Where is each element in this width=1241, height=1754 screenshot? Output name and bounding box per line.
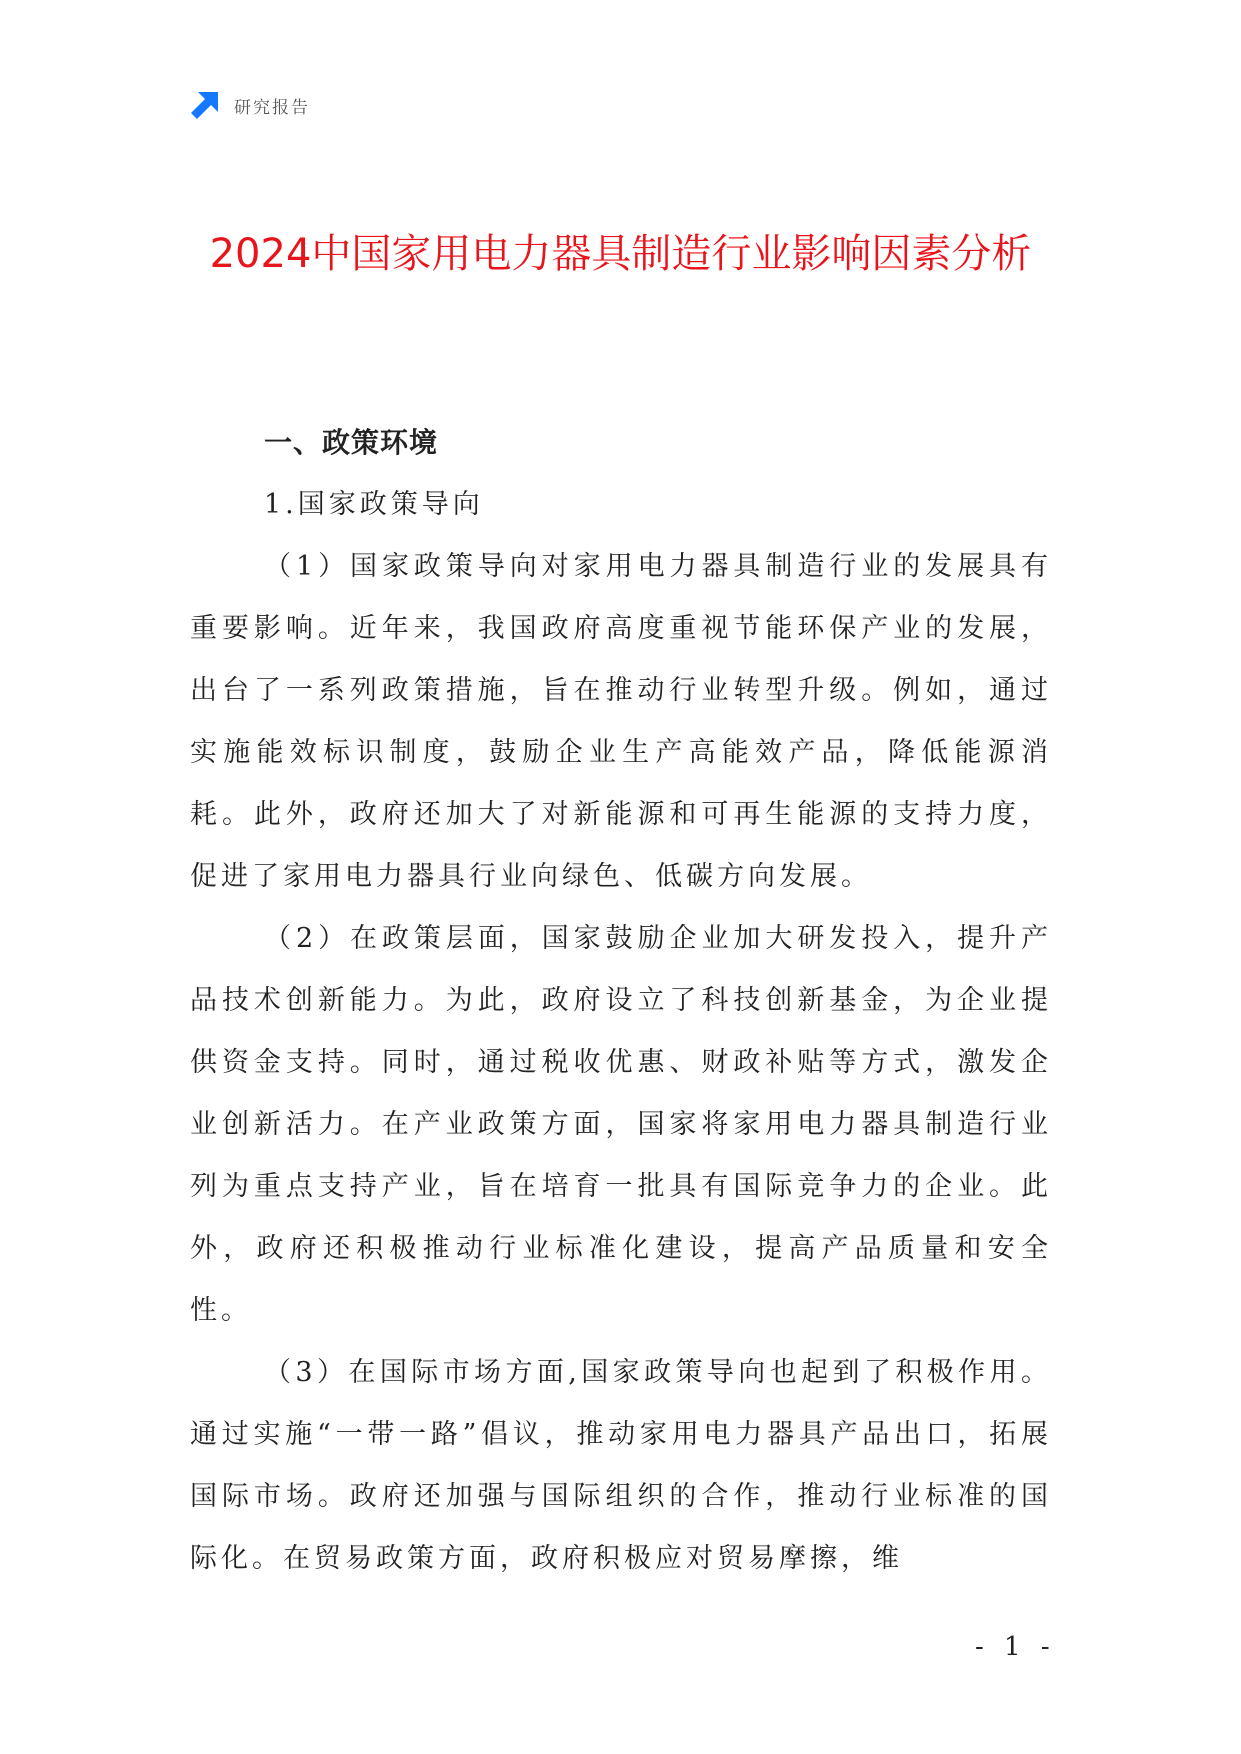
header-label: 研究报告	[234, 97, 310, 118]
paragraph-2: （2）在政策层面，国家鼓励企业加大研发投入，提升产品技术创新能力。为此，政府设立了科技创新基金，为企业提供资金支持。同时，通过税收优惠、财政补贴等方式，激发企业创新活力。在产业政策方面，国家将家用电力器具制造行业列为重点支持产业，旨在培育一批具有国际竞争力的企业。此外，政府还积极推动行业标准化建设，提高产品质量和安全性。	[190, 923, 1052, 1326]
page-number: - 1 -	[975, 1632, 1056, 1662]
document-title: 2024中国家用电力器具制造行业影响因素分析	[209, 231, 1032, 277]
subsection-heading: 1.国家政策导向	[264, 489, 484, 520]
paragraph-1: （1）国家政策导向对家用电力器具制造行业的发展具有重要影响。近年来，我国政府高度重视节能环保产业的发展，出台了一系列政策措施，旨在推动行业转型升级。例如，通过实施能效标识制度，鼓励企业生产高能效产品，降低能源消耗。此外，政府还加大了对新能源和可再生能源的支持力度，促进了家用电力器具行业向绿色、低碳方向发展。	[190, 551, 1052, 892]
document-body	[190, 412, 1052, 1590]
paragraph-3: （3）在国际市场方面,国家政策导向也起到了积极作用。通过实施“一带一路”倡议，推动家用电力器具产品出口，拓展国际市场。政府还加强与国际组织的合作，推动行业标准的国际化。在贸易政策方面，政府积极应对贸易摩擦，维	[190, 1357, 1052, 1574]
section-heading: 一、政策环境	[264, 426, 439, 459]
arrow-up-right-icon	[190, 90, 220, 120]
report-header	[190, 90, 310, 120]
